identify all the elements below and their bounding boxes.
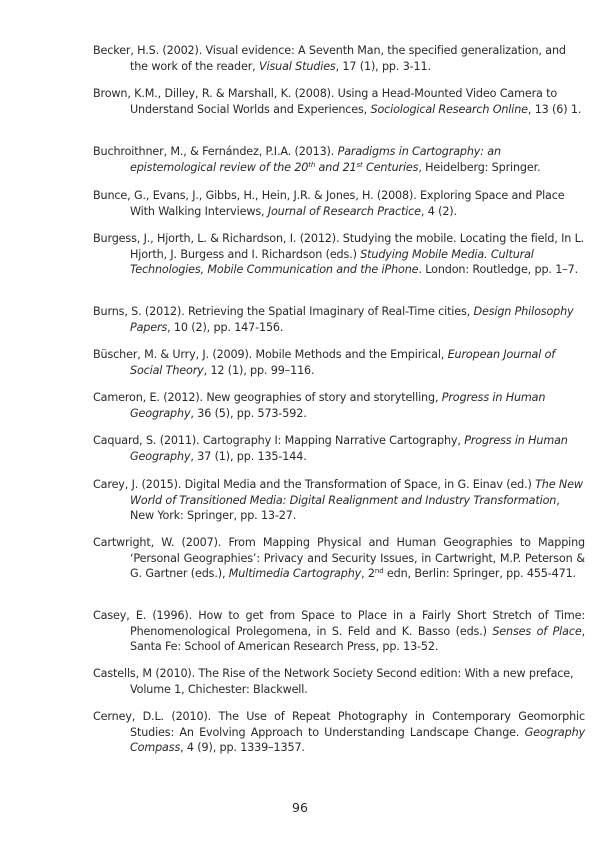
reference-caquard: Caquard, S. (2011). Cartography I: Mapping Narrative Cartography, Progress in Human Geography, 37 (1), pp. 135-144.	[93, 434, 568, 463]
reference-buscher: Büscher, M. & Urry, J. (2009). Mobile Methods and the Empirical, European Journal of Social Theory, 12 (1), pp. 99–116.	[93, 348, 556, 377]
reference-burns: Burns, S. (2012). Retrieving the Spatial Imaginary of Real-Time cities, Design Philosophy Papers, 10 (2), pp. 147-156.	[93, 305, 574, 334]
reference-carey: Carey, J. (2015). Digital Media and the Transformation of Space, in G. Einav (ed.) The New World of Transitioned Media: Digital Realignment and Industry Transformation, New York: Springer, pp. 13-27.	[93, 478, 583, 522]
reference-cerney: Cerney, D.L. (2010). The Use of Repeat Photography in Contemporary Geomorphic Studies: An Evolving Approach to Understanding Landscape Change. Geography Compass, 4 (9), pp. 1339–1357.	[93, 710, 585, 754]
reference-casey: Casey, E. (1996). How to get from Space to Place in a Fairly Short Stretch of Time: Phenomenological Prolegomena, in S. Feld and K. Basso (eds.) Senses of Place, Santa Fe: School of American Research Press, pp. 13-52.	[93, 609, 585, 653]
page-number: 96	[292, 800, 308, 815]
reference-brown: Brown, K.M., Dilley, R. & Marshall, K. (2008). Using a Head-Mounted Video Camera to Understand Social Worlds and Experiences, Sociological Research Online, 13 (6) 1.	[93, 87, 582, 116]
reference-burgess: Burgess, J., Hjorth, L. & Richardson, I. (2012). Studying the mobile. Locating the field, In L. Hjorth, J. Burgess and I. Richardson (eds.) Studying Mobile Media. Cultural Technologies, Mobile Communication and the iPhone. London: Routledge, pp. 1–7.	[93, 232, 585, 276]
reference-castells: Castells, M (2010). The Rise of the Network Society Second edition: With a new preface, Volume 1, Chichester: Blackwell.	[93, 667, 574, 696]
reference-becker: Becker, H.S. (2002). Visual evidence: A Seventh Man, the specified generalization, and the work of the reader, Visual Studies, 17 (1), pp. 3-11.	[93, 44, 566, 73]
reference-buchroithner: Buchroithner, M., & Fernández, P.I.A. (2013). Paradigms in Cartography: an epistemological review of the 20th and 21st Centuries, Heidelberg: Springer.	[93, 145, 541, 174]
reference-cartwright: Cartwright, W. (2007). From Mapping Physical and Human Geographies to Mapping ‘Personal Geographies’: Privacy and Security Issues, in Cartwright, M.P. Peterson & G. Gartner (eds.), Multimedia Cartography, 2nd edn, Berlin: Springer, pp. 455-471.	[93, 536, 585, 580]
reference-bunce: Bunce, G., Evans, J., Gibbs, H., Hein, J.R. & Jones, H. (2008). Exploring Space and Place With Walking Interviews, Journal of Research Practice, 4 (2).	[93, 189, 565, 218]
reference-cameron: Cameron, E. (2012). New geographies of story and storytelling, Progress in Human Geography, 36 (5), pp. 573-592.	[93, 391, 546, 420]
